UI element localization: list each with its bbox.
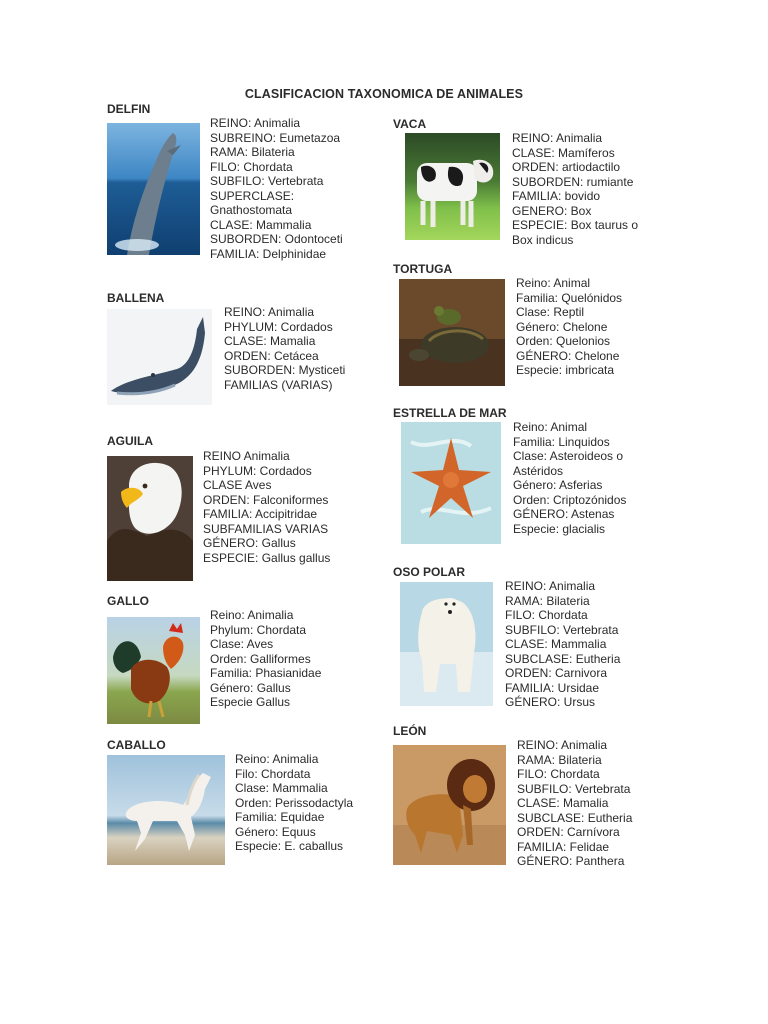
taxonomy-line: REINO: Animalia: [512, 131, 603, 145]
taxonomy-line: Familia: Quelónidos: [516, 290, 623, 305]
rooster-image: [107, 617, 200, 724]
taxonomy-line: Orden: Quelonios: [516, 334, 611, 348]
taxonomy-line: Reino: Animal: [513, 420, 588, 434]
taxonomy-line: Orden: Perissodactyla: [235, 795, 354, 810]
taxonomy-line: ORDEN: Carnivora: [505, 666, 608, 680]
animal-name-ballena: BALLENA: [107, 291, 165, 305]
taxonomy-line: SUBFILO: Vertebrata: [505, 622, 619, 637]
taxonomy-line: Reino: Animal: [516, 276, 591, 290]
taxonomy-line: GÉNERO: Astenas: [513, 507, 615, 521]
taxonomy-line: RAMA: Bilateria: [505, 593, 590, 608]
taxonomy-line: SUBFILO: Vertebrata: [517, 781, 631, 796]
animal-name-tortuga: TORTUGA: [393, 262, 453, 276]
taxonomy-line: Familia: Phasianidae: [210, 666, 322, 680]
taxonomy-list-aguila: [203, 449, 330, 565]
taxonomy-line: Familia: Equidae: [235, 810, 325, 824]
taxonomy-line: SUBCLASE: Eutheria: [505, 651, 621, 666]
taxonomy-line: ORDEN: Carnívora: [517, 825, 620, 839]
taxonomy-list-delfin: [210, 116, 343, 261]
taxonomy-line: ORDEN: Cetácea: [224, 348, 319, 363]
taxonomy-line: FILO: Chordata: [505, 608, 588, 622]
taxonomy-list-leon: [517, 738, 632, 869]
taxonomy-line: SUBORDEN: Mysticeti: [224, 363, 346, 377]
taxonomy-line: SUBFILO: Vertebrata: [210, 174, 324, 188]
taxonomy-line: REINO Animalia: [203, 449, 290, 463]
taxonomy-line: Orden: Galliformes: [210, 651, 311, 666]
taxonomy-line: CLASE: Mamíferos: [512, 145, 615, 160]
taxonomy-line: Phylum: Chordata: [210, 622, 307, 637]
taxonomy-line: GÉNERO: Panthera: [517, 854, 625, 868]
taxonomy-line: FAMILIA: bovido: [512, 189, 601, 203]
taxonomy-line: GÉNERO: Ursus: [505, 695, 596, 709]
lion-image: [393, 745, 506, 865]
taxonomy-line: SUPERCLASE:: [210, 188, 295, 203]
taxonomy-line: Especie: imbricata: [516, 363, 615, 377]
taxonomy-line: Especie: glacialis: [513, 521, 606, 536]
starfish-image: [401, 422, 501, 544]
taxonomy-line: FAMILIA: Felidae: [517, 839, 610, 854]
taxonomy-line: FILO: Chordata: [517, 767, 600, 781]
taxonomy-line: Clase: Asteroideos o: [513, 449, 624, 463]
taxonomy-line: ORDEN: Falconiformes: [203, 492, 329, 507]
animal-name-estrella-de-mar: ESTRELLA DE MAR: [393, 406, 507, 420]
animal-name-delfin: DELFIN: [107, 102, 151, 116]
taxonomy-line: Especie Gallus: [210, 695, 291, 709]
animal-name-oso-polar: OSO POLAR: [393, 565, 466, 579]
animal-name-gallo: GALLO: [107, 594, 149, 608]
taxonomy-line: SUBFAMILIAS VARIAS: [203, 521, 329, 536]
taxonomy-line: Astéridos: [513, 463, 564, 478]
taxonomy-line: Gnathostomata: [210, 203, 293, 217]
taxonomy-list-caballo: [235, 752, 353, 854]
cow-image: [405, 133, 500, 240]
taxonomy-line: Reino: Animalia: [210, 608, 294, 622]
taxonomy-line: GÉNERO: Chelone: [516, 348, 620, 363]
taxonomy-line: Box indicus: [512, 232, 574, 247]
taxonomy-line: Clase: Mammalia: [235, 781, 328, 795]
animal-name-aguila: AGUILA: [107, 434, 153, 448]
animal-name-vaca: VACA: [393, 117, 427, 131]
taxonomy-line: REINO: Animalia: [210, 116, 301, 130]
turtle-image: [399, 279, 505, 386]
taxonomy-line: REINO: Animalia: [224, 305, 315, 319]
taxonomy-line: PHYLUM: Cordados: [224, 319, 333, 334]
taxonomy-line: Familia: Linquidos: [513, 434, 610, 449]
taxonomy-list-ballena: [224, 305, 345, 392]
taxonomy-line: CLASE: Mamalia: [224, 334, 316, 348]
taxonomy-line: FAMILIA: Delphinidae: [210, 246, 327, 261]
taxonomy-line: Orden: Criptozónidos: [513, 492, 627, 507]
horse-image: [107, 755, 225, 865]
taxonomy-line: SUBCLASE: Eutheria: [517, 810, 633, 825]
taxonomy-line: RAMA: Bilateria: [210, 145, 295, 159]
animal-name-leon: LEÓN: [393, 724, 427, 738]
taxonomy-line: ESPECIE: Gallus gallus: [203, 550, 331, 565]
taxonomy-list-gallo: [210, 608, 321, 710]
taxonomy-line: GÉNERO: Gallus: [203, 536, 296, 550]
taxonomy-line: Género: Chelone: [516, 319, 608, 334]
animal-name-caballo: CABALLO: [107, 738, 166, 752]
taxonomy-line: Especie: E. caballus: [235, 839, 344, 853]
taxonomy-line: CLASE: Mammalia: [210, 217, 312, 232]
polar-bear-image: [400, 582, 493, 706]
taxonomy-list-estrella-de-mar: [513, 420, 626, 536]
taxonomy-line: ORDEN: artiodactilo: [512, 160, 621, 174]
whale-image: [107, 309, 212, 405]
taxonomy-list-oso-polar: [505, 579, 620, 710]
taxonomy-line: Reino: Animalia: [235, 752, 319, 766]
taxonomy-line: GENERO: Box: [512, 203, 592, 218]
taxonomy-line: Filo: Chordata: [235, 766, 311, 781]
taxonomy-line: PHYLUM: Cordados: [203, 463, 312, 478]
taxonomy-line: SUBREINO: Eumetazoa: [210, 130, 341, 145]
taxonomy-line: FAMILIA: Ursidae: [505, 680, 600, 695]
taxonomy-line: Género: Equus: [235, 824, 316, 839]
eagle-image: [107, 456, 193, 581]
taxonomy-line: CLASE: Mamalia: [517, 796, 609, 810]
dolphin-image: [107, 123, 200, 255]
taxonomy-line: FILO: Chordata: [210, 159, 293, 174]
taxonomy-line: Género: Gallus: [210, 680, 291, 695]
taxonomy-line: Clase: Aves: [210, 637, 274, 651]
taxonomy-line: ESPECIE: Box taurus o: [512, 218, 639, 232]
taxonomy-line: FAMILIA: Accipitridae: [203, 507, 318, 521]
taxonomy-line: FAMILIAS (VARIAS): [224, 377, 333, 392]
page-title: CLASIFICACION TAXONOMICA DE ANIMALES: [244, 87, 524, 101]
taxonomy-line: RAMA: Bilateria: [517, 752, 602, 767]
taxonomy-line: CLASE Aves: [203, 478, 272, 492]
taxonomy-line: CLASE: Mammalia: [505, 637, 607, 651]
taxonomy-line: Género: Asferias: [513, 478, 603, 492]
taxonomy-line: REINO: Animalia: [517, 738, 608, 752]
taxonomy-line: Clase: Reptil: [516, 305, 585, 319]
taxonomy-list-vaca: [512, 131, 638, 247]
taxonomy-line: SUBORDEN: rumiante: [512, 174, 634, 189]
taxonomy-line: SUBORDEN: Odontoceti: [210, 232, 343, 246]
taxonomy-list-tortuga: [516, 276, 622, 378]
taxonomy-line: REINO: Animalia: [505, 579, 596, 593]
